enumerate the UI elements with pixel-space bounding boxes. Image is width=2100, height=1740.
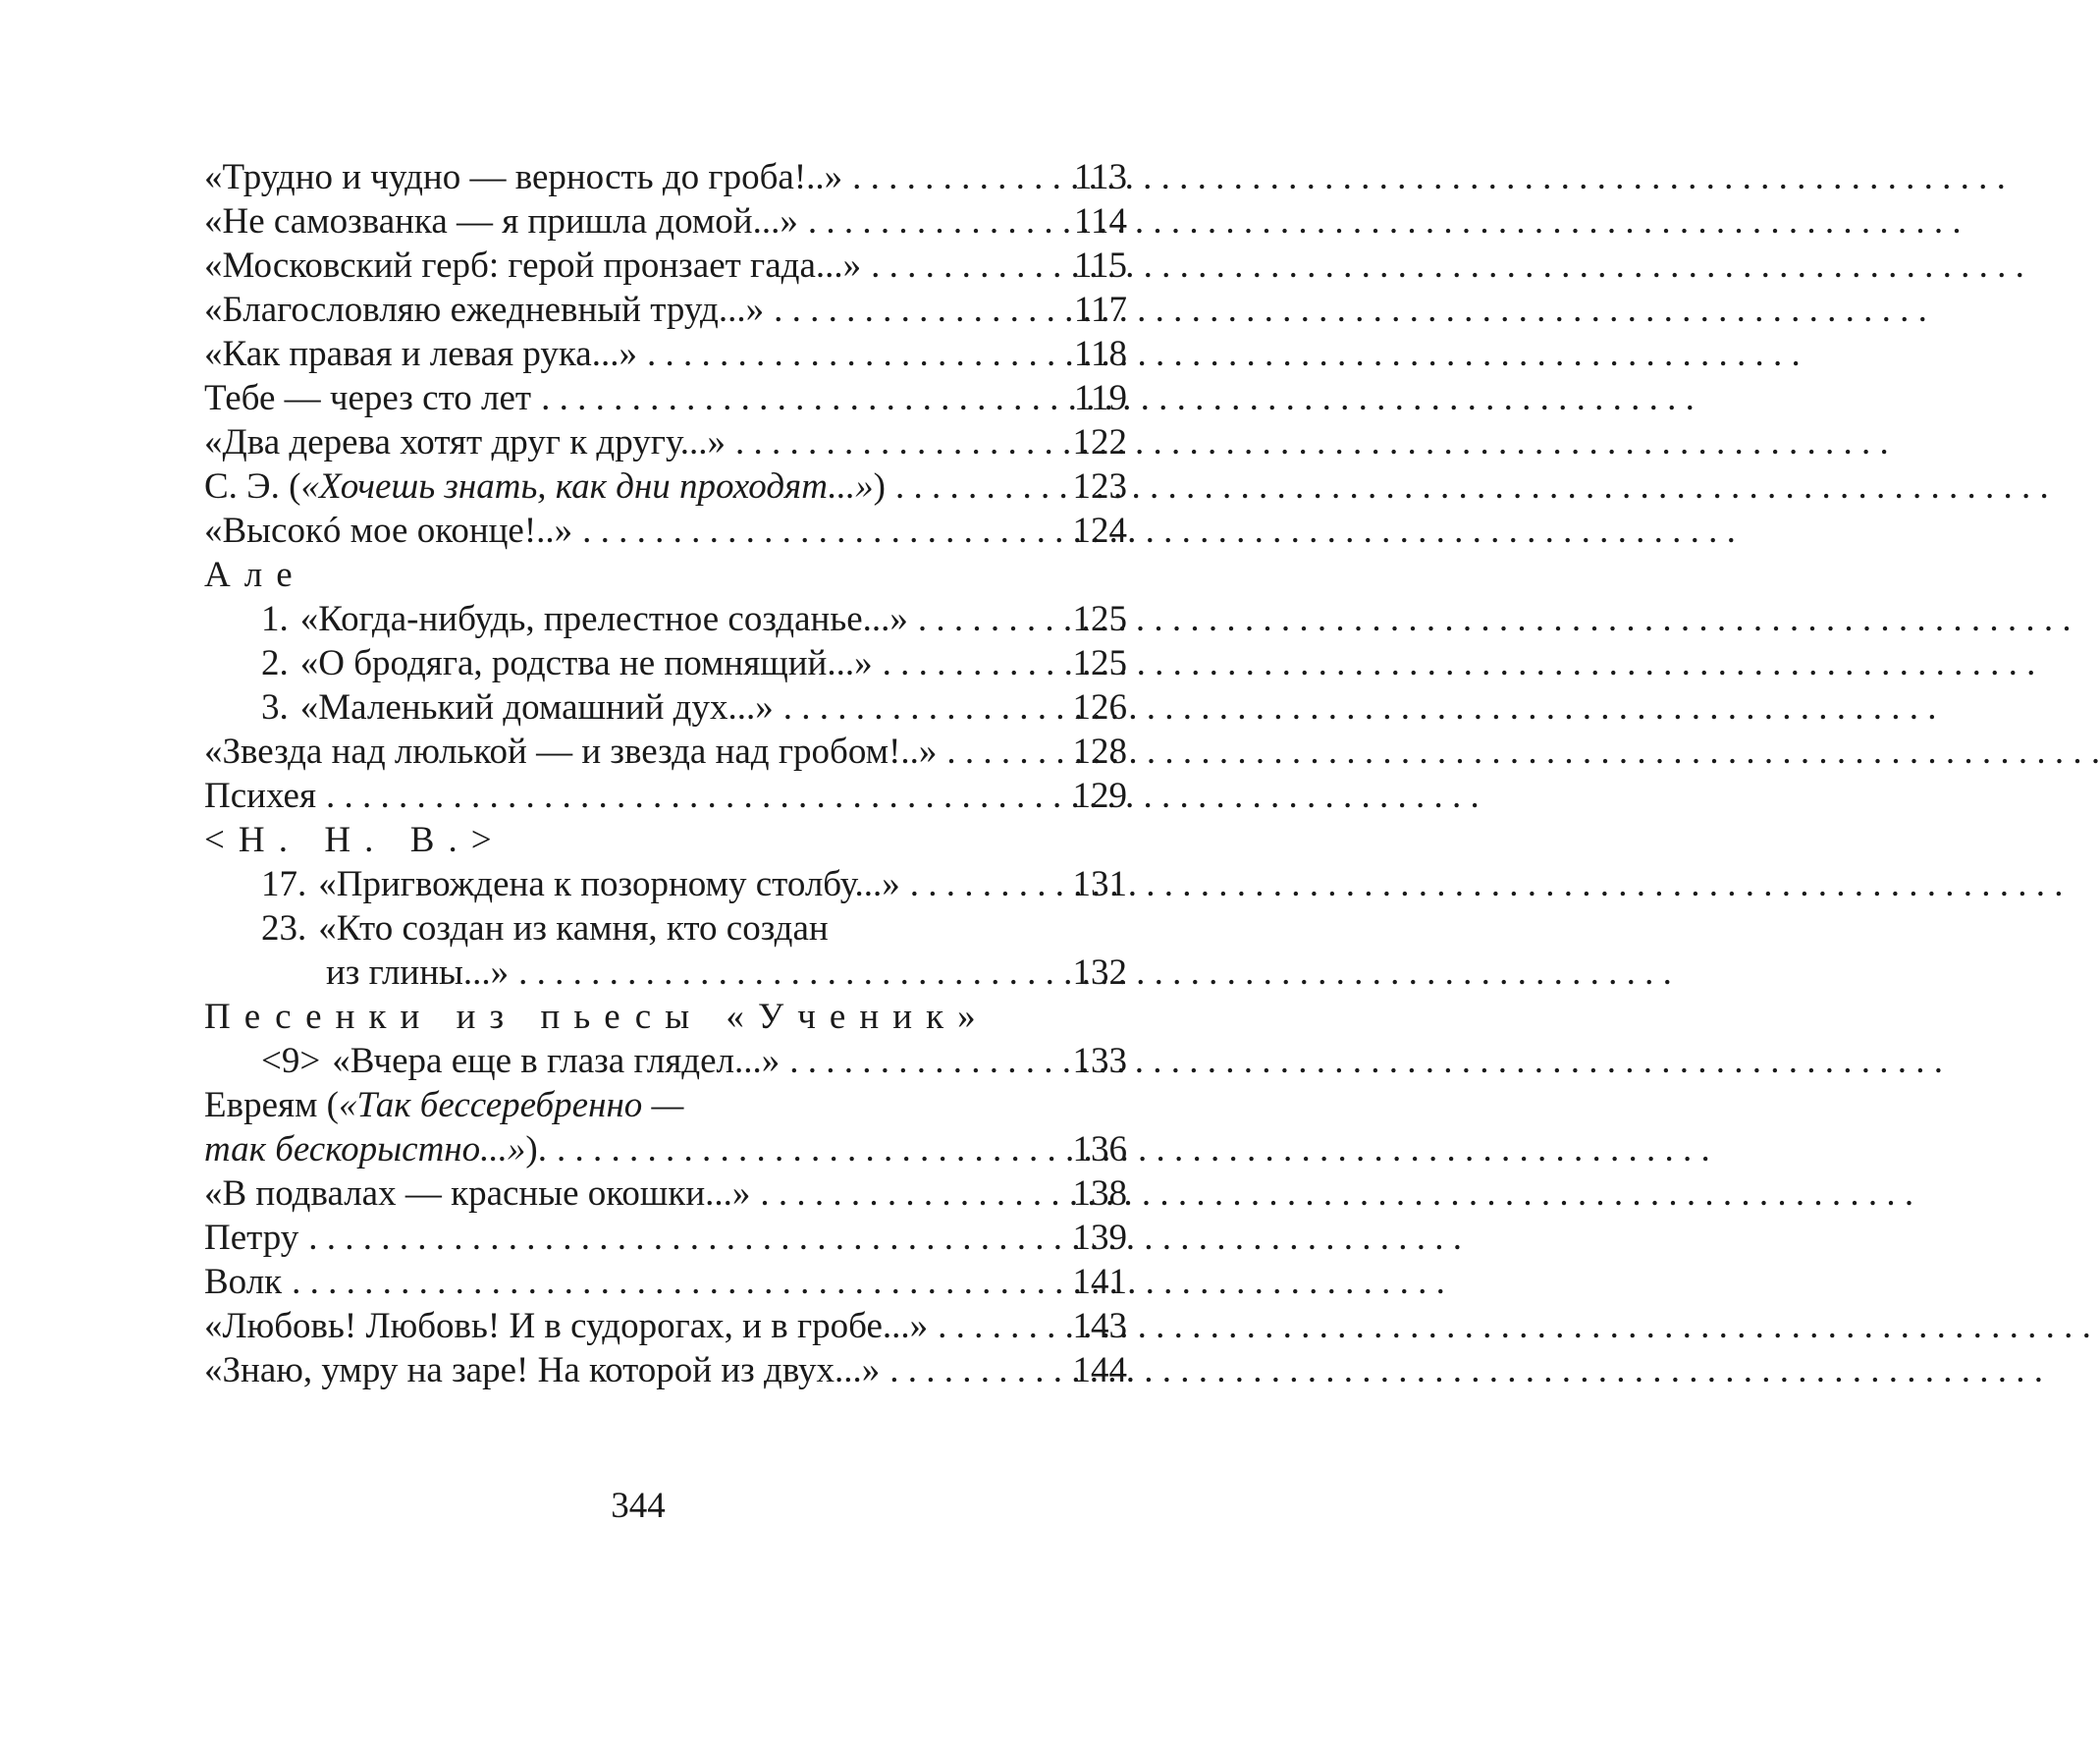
toc-entry [204,1216,1127,1260]
section-heading: Песенки из пьесы «Ученик» [204,997,990,1037]
entry-title-plain: С. Э. ( [204,466,301,507]
toc-entry [204,1083,1127,1127]
entry-title-italic: «Так бессеребренно — [339,1085,684,1125]
entry-page-number: 144 [1072,1350,1127,1390]
dot-leader [908,597,1068,641]
entry-page-number: 125 [1072,643,1127,683]
entry-title-close: ). [525,1129,547,1169]
dot-leader [873,641,1068,685]
toc-section-heading [204,553,1127,597]
toc-entry [204,155,1127,199]
entry-page-number: 133 [1072,1041,1127,1081]
toc-entry [204,1260,1127,1304]
dot-leader [316,774,1068,818]
toc-entry [204,685,1127,730]
entry-title: «Вчера еще в глаза глядел...» [332,1041,781,1081]
dot-leader [764,288,1068,332]
entry-title: Волк [204,1262,283,1302]
entry-title [204,1083,683,1127]
entry-number: 2. [261,643,289,683]
toc-entry [204,376,1127,420]
entry-title: «Пригвождена к позорному столбу...» [318,864,900,904]
entry-title: «Когда-нибудь, прелестное созданье...» [299,599,908,639]
toc-entry [204,332,1127,376]
entry-title: «Не самозванка — я пришла домой...» [204,201,798,242]
entry-page-number: 126 [1072,687,1127,728]
entry-title: «Благословляю ежедневный труд...» [204,290,765,330]
toc-entry [204,730,1127,774]
entry-number: 3. [261,687,289,728]
entry-page-number: 123 [1072,466,1127,507]
dot-leader [637,332,1068,376]
dot-leader [750,1171,1068,1216]
entry-number: <9> [261,1041,321,1081]
entry-page-number: 128 [1072,732,1127,772]
entry-title-close: ) [873,466,886,507]
toc-section-heading [204,995,1127,1039]
dot-leader [531,376,1068,420]
entry-page-number: 129 [1072,776,1127,816]
entry-page-number: 132 [1072,952,1127,993]
entry-number: 1. [261,599,289,639]
section-heading: <Н. Н. В.> [204,820,506,860]
entry-page-number: 119 [1073,378,1127,418]
dot-leader [928,1304,1068,1348]
dot-leader [298,1216,1068,1260]
entry-page-number: 117 [1073,290,1127,330]
entry-title-plain: Евреям ( [204,1085,339,1125]
entry-page-number: 113 [1073,157,1127,197]
toc-entry [204,597,1127,641]
entry-title: «Как правая и левая рука...» [204,334,637,374]
dot-leader [842,155,1068,199]
toc-entry [204,509,1127,553]
dot-leader [726,420,1068,464]
entry-title: Тебе — через сто лет [204,378,532,418]
dot-leader [937,730,1068,774]
toc-entry [204,288,1127,332]
toc-entry [204,862,1127,906]
entry-page-number: 139 [1072,1218,1127,1258]
entry-title: «Звезда над люлькой — и звезда над гробом!..» [204,732,938,772]
toc-entry-continuation [204,951,1127,995]
toc-entry-continuation [204,1127,1127,1171]
entry-page-number: 136 [1072,1129,1127,1169]
dot-leader [880,1348,1068,1392]
entry-page-number: 118 [1073,334,1127,374]
toc-entry [204,244,1127,288]
entry-title: «Маленький домашний дух...» [299,687,774,728]
dot-leader [509,951,1068,995]
toc-entry [204,464,1127,509]
toc-entry [204,1171,1127,1216]
entry-title: «Знаю, умру на заре! На которой из двух...» [204,1350,881,1390]
dot-leader [547,1127,1068,1171]
entry-title: Петру [204,1218,299,1258]
entry-title: Психея [204,776,316,816]
toc-entry [204,774,1127,818]
toc-entry [204,906,1127,951]
dot-leader [900,862,1068,906]
toc-section-heading [204,818,1127,862]
dot-leader [886,464,1068,509]
entry-page-number: 114 [1073,201,1127,242]
toc-entry [204,641,1127,685]
toc-entry [204,420,1127,464]
entry-title: «Любовь! Любовь! И в судорогах, и в гробе...» [204,1306,929,1346]
entry-title: «Высокó мое оконце!..» [204,511,573,551]
entry-page-number: 131 [1072,864,1127,904]
page-number: 344 [611,1486,666,1526]
dot-leader [861,244,1068,288]
toc-entry [204,1304,1127,1348]
entry-page-number: 115 [1073,245,1127,286]
entry-title-continuation [204,1127,547,1171]
entry-page-number: 143 [1072,1306,1127,1346]
entry-page-number: 122 [1072,422,1127,462]
entry-page-number: 138 [1072,1173,1127,1214]
entry-title: «Московский герб: герой пронзает гада...» [204,245,862,286]
entry-title: «Кто создан из камня, кто создан [318,908,829,949]
entry-title: «Трудно и чудно — верность до гроба!..» [204,157,843,197]
entry-title [204,464,886,509]
entry-title: «О бродяга, родства не помнящий...» [299,643,873,683]
entry-page-number: 141 [1072,1262,1127,1302]
entry-title: «Два дерева хотят друг к другу...» [204,422,726,462]
entry-page-number: 124 [1072,511,1127,551]
dot-leader [282,1260,1068,1304]
dot-leader [774,685,1068,730]
toc-entry [204,199,1127,244]
dot-leader [798,199,1068,244]
section-heading: Але [204,555,306,595]
toc-entry [204,1039,1127,1083]
dot-leader [780,1039,1068,1083]
table-of-contents [204,155,1127,1392]
entry-title-italic: «Хочешь знать, как дни проходят...» [300,466,874,507]
entry-number: 23. [261,908,307,949]
entry-title-italic: так бескорыстно...» [204,1129,526,1169]
entry-page-number: 125 [1072,599,1127,639]
entry-number: 17. [261,864,307,904]
dot-leader [572,509,1068,553]
entry-title: «В подвалах — красные окошки...» [204,1173,751,1214]
toc-entry [204,1348,1127,1392]
entry-title-continuation: из глины...» [326,952,510,993]
